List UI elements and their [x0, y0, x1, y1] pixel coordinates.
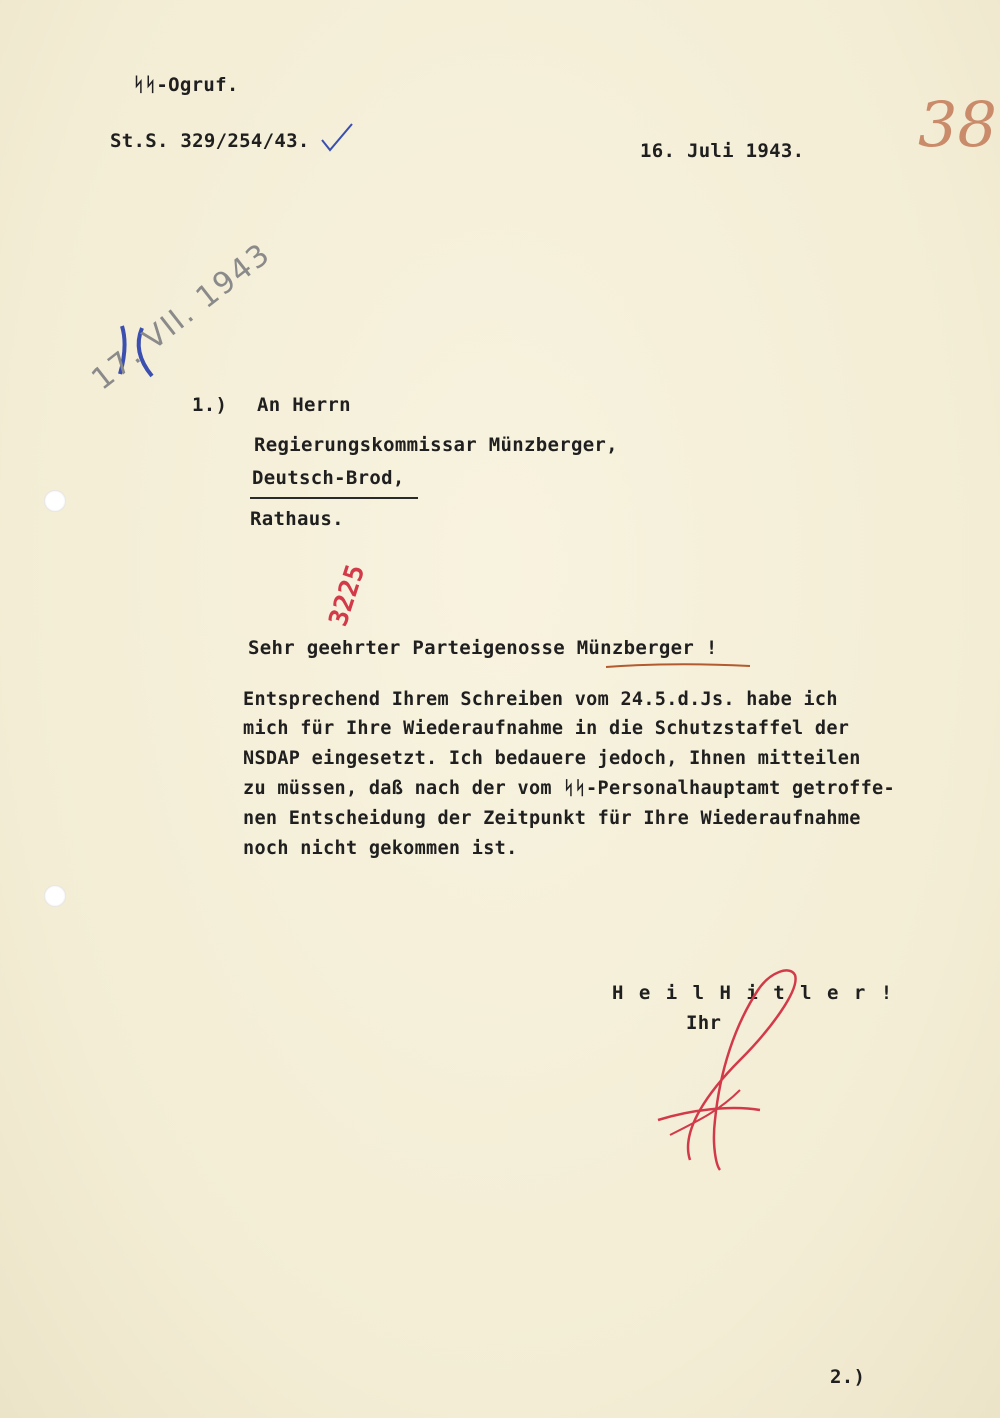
folio-number: 38: [918, 88, 997, 161]
punch-hole-lower: [44, 885, 66, 907]
address-item-number: 1.): [192, 394, 228, 416]
received-date-stamp: 17. VII. 1943: [85, 236, 278, 398]
body-line: noch nicht gekommen ist.: [243, 838, 518, 859]
signature-icon: [650, 960, 830, 1190]
address-street: Rathaus.: [250, 508, 344, 530]
red-stamp-number: 3225: [323, 561, 372, 630]
letter-greeting: Sehr geehrter Parteigenosse Münzberger !: [248, 637, 718, 659]
check-mark-icon: [318, 118, 358, 158]
address-salutation: An Herrn: [257, 394, 351, 416]
body-line: mich für Ihre Wiederaufnahme in die Schutzstaffel der: [243, 718, 850, 739]
closing-ihr: Ihr: [686, 1012, 722, 1034]
next-item-number: 2.): [830, 1366, 866, 1388]
reference-number: St.S. 329/254/43.: [110, 130, 310, 152]
punch-hole-upper: [44, 490, 66, 512]
rank-line: ᛋᛋ-Ogruf.: [133, 74, 239, 96]
body-line: nen Entscheidung der Zeitpunkt für Ihre Wiederaufnahme: [243, 808, 861, 829]
address-city: Deutsch-Brod,: [252, 467, 405, 489]
address-title-name: Regierungskommissar Münzberger,: [254, 434, 618, 456]
body-line: NSDAP eingesetzt. Ich bedauere jedoch, Ihnen mitteilen: [243, 748, 861, 769]
letter-date: 16. Juli 1943.: [640, 140, 805, 162]
body-line: zu müssen, daß nach der vom ᛋᛋ-Personalhauptamt getroffe-: [243, 778, 895, 799]
city-underline: [250, 497, 418, 499]
name-underline-icon: [604, 660, 754, 672]
closing-line: H e i l H i t l e r !: [612, 982, 895, 1004]
body-line: Entsprechend Ihrem Schreiben vom 24.5.d.Js. habe ich: [243, 689, 838, 710]
